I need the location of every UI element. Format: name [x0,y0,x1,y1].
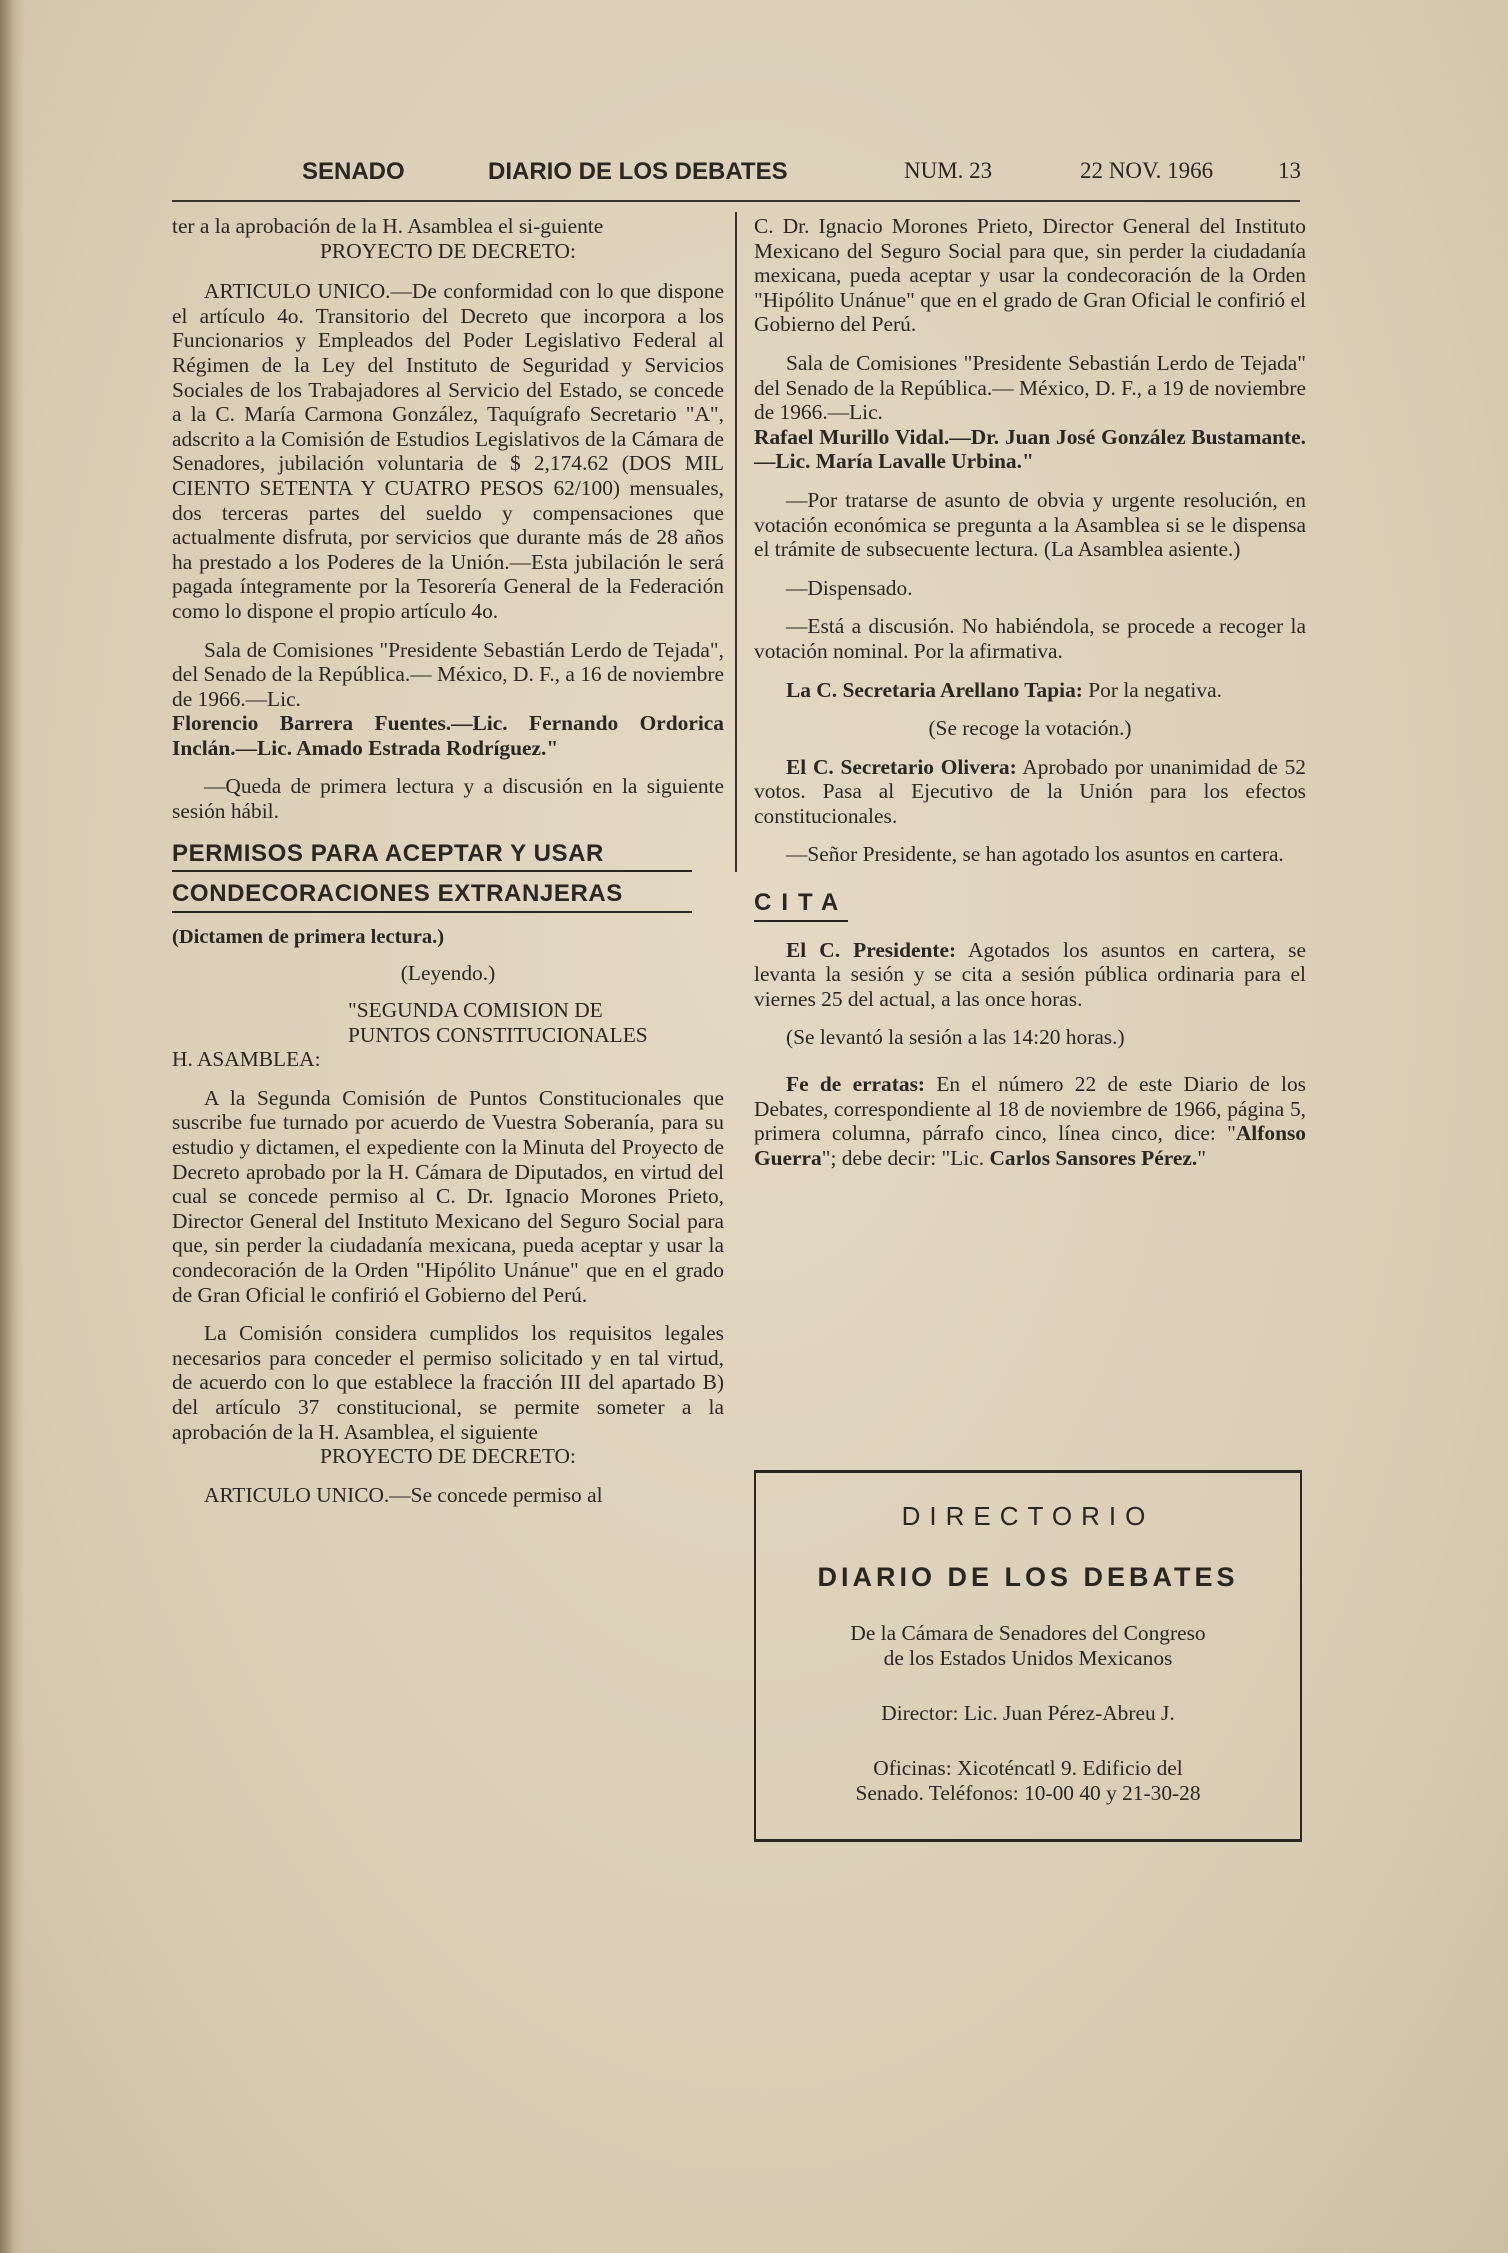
section-heading [172,838,692,913]
sala-paragraph: Sala de Comisiones "Presidente Sebastián Lerdo de Tejada", del Senado de la República.— México, D. F., a 16 de noviembre de 1966.—Lic. [172,637,724,711]
signers-text: Rafael Murillo Vidal.—Dr. Juan José González Bustamante.—Lic. María Lavalle Urbina." [754,424,1306,474]
directorio-line: de los Estados Unidos Mexicanos [883,1646,1173,1670]
paragraph: C. Dr. Ignacio Morones Prieto, Director General del Instituto Mexicano del Seguro Social para que, sin perder la ciudadanía mexicana, pueda aceptar y usar la condecoración de la Orden "Hipólito Unánue" que en el grado de Gran Oficial le confirió el Gobierno del Perú. [754,214,1306,337]
directorio-title: DIRECTORIO [901,1501,1155,1531]
article-paragraph: ARTICULO UNICO.—De conformidad con lo que dispone el artículo 4o. Transitorio del Decreto que incorpora a los Funcionarios y Empleados del Poder Legislativo Federal al Régimen de la Ley del Instituto de Seguridad y Servicios Sociales de los Trabajadores al Servicio del Estado, se concede a la C. María Carmona González, Taquígrafo Secretario "A", adscrito a la Comisión de Estudios Legislativos de la Cámara de Senadores, jubilación voluntaria de $ 2,174.62 (DOS MIL CIENTO SETENTA Y CUATRO PESOS 62/100) mensuales, dos terceras partes del sueldo y compensaciones que actualmente disfruta, por servicios que durante más de 28 años ha prestado a los Poderes de la Unión.—Esta jubilación le será pagada íntegramente por la Tesorería General de la Federación como lo dispone el propio artículo 4o. [172,279,724,623]
paragraph: —Dispensado. [786,575,913,600]
paragraph: A la Segunda Comisión de Puntos Constitucionales que suscribe fue turnado por acuerdo de Vuestra Soberanía, para su estudio y dictamen, el expediente con la Minuta del Proyecto de Decreto aprobado por la H. Cámara de Diputados, en virtud del cual se concede permiso al C. Dr. Ignacio Morones Prieto, Director General del Instituto Mexicano del Seguro Social para que, sin perder la ciudadanía mexicana, pueda aceptar y usar la condecoración de la Orden "Hipólito Unánue" que en el grado de Gran Oficial le confirió el Gobierno del Perú. [172,1085,724,1307]
paragraph: ter a la aprobación de la H. Asamblea el si-guiente [172,214,604,238]
speaker-name: El C. Secretario Olivera: [786,754,1017,779]
header-date: 22 NOV. 1966 [1080,158,1214,183]
errata-text: "; debe decir: "Lic. [821,1145,990,1170]
sala-paragraph: Sala de Comisiones "Presidente Sebastián Lerdo de Tejada" del Senado de la República.— México, D. F., a 19 de noviembre de 1966.—Lic. [754,350,1306,425]
speaker-paragraph [754,755,1306,829]
speaker-text: Aprobado por unanimidad de 52 votos. Pasa al Ejecutivo de la Unión para los efectos constitucionales. [754,754,1307,828]
section-title-line: PERMISOS PARA ACEPTAR Y USAR [172,838,692,873]
speaker-name: El C. Presidente: [786,937,957,962]
section-title-line: CONDECORACIONES EXTRANJERAS [172,878,692,913]
errata-text: " [1197,1145,1206,1170]
column-divider [735,212,737,872]
article-paragraph: ARTICULO UNICO.—Se concede permiso al [204,1482,603,1507]
directorio-line: Senado. Teléfonos: 10-00 40 y 21-30-28 [855,1781,1201,1805]
dictamen-note: (Dictamen de primera lectura.) [172,925,445,948]
leyendo-note: (Leyendo.) [400,961,496,986]
left-column [172,214,724,1521]
note: (Se levantó la sesión a las 14:20 horas.) [786,1025,1125,1050]
header-publication: DIARIO DE LOS DEBATES [488,158,788,185]
commission-line: "SEGUNDA COMISION DE [348,998,603,1023]
errata-paragraph [754,1072,1306,1170]
directorio-director: Director: Lic. Juan Pérez-Abreu J. [881,1701,1175,1725]
cita-heading: CITA [754,891,848,922]
speaker-name: La C. Secretaria Arellano Tapia: [786,677,1083,702]
paragraph: —Queda de primera lectura y a discusión en la siguiente sesión hábil. [172,774,724,824]
commission-heading [172,998,724,1047]
signers [754,425,1306,474]
header-page-number: 13 [1278,158,1301,183]
binding-edge [0,0,24,2253]
speaker-paragraph [754,938,1306,1012]
paragraph: La Comisión considera cumplidos los requisitos legales necesarios para conceder el permiso solicitado y en tal virtud, de acuerdo con lo que establece la fracción III del apartado B) del artículo 37 constitucional, se permite someter a la aprobación de la H. Asamblea, el siguiente [172,1321,724,1444]
decree-title: PROYECTO DE DECRETO: [320,238,576,263]
paragraph: —Está a discusión. No habiéndola, se procede a recoger la votación nominal. Por la afirmativa. [754,614,1306,663]
salutation: H. ASAMBLEA: [172,1047,321,1072]
errata-text: En el número 22 de este Diario de los Debates, correspondiente al 18 de noviembre de 1966, página 5, primera columna, párrafo cinco, línea cinco, dice: " [754,1072,1306,1146]
header-chamber: SENADO [302,158,405,185]
speaker-text: Agotados los asuntos en cartera, se levanta la sesión y se cita a sesión pública ordinaria para el viernes 25 del actual, a las once horas. [754,937,1306,1011]
speaker-paragraph [754,678,1306,703]
paragraph: —Señor Presidente, se han agotado los asuntos en cartera. [786,842,1284,867]
directorio-line: De la Cámara de Senadores del Congreso [850,1621,1206,1645]
right-column [754,214,1306,1184]
directorio-publication: DIARIO DE LOS DEBATES [817,1562,1239,1592]
page-header [168,158,1301,198]
errata-wrong-name: Alfonso Guerra [754,1121,1306,1170]
note: (Se recoge la votación.) [928,716,1132,741]
commission-line: PUNTOS CONSTITUCIONALES [348,1022,648,1047]
paragraph: —Por tratarse de asunto de obvia y urgente resolución, en votación económica se pregunta a la Asamblea si se le dispensa el trámite de subsecuente lectura. (La Asamblea asiente.) [754,487,1306,562]
directorio-line: Oficinas: Xicoténcatl 9. Edificio del [873,1756,1183,1780]
decree-title: PROYECTO DE DECRETO: [320,1444,576,1469]
errata-label: Fe de erratas: [786,1072,926,1097]
header-issue-number: NUM. 23 [904,158,993,183]
speaker-text: Por la negativa. [1088,677,1222,702]
signers [172,711,724,760]
header-rule [172,200,1300,202]
directorio-box [754,1470,1302,1842]
errata-right-name: Carlos Sansores Pérez. [989,1145,1198,1170]
signers-text: Florencio Barrera Fuentes.—Lic. Fernando Ordorica Inclán.—Lic. Amado Estrada Rodríguez." [172,711,724,760]
